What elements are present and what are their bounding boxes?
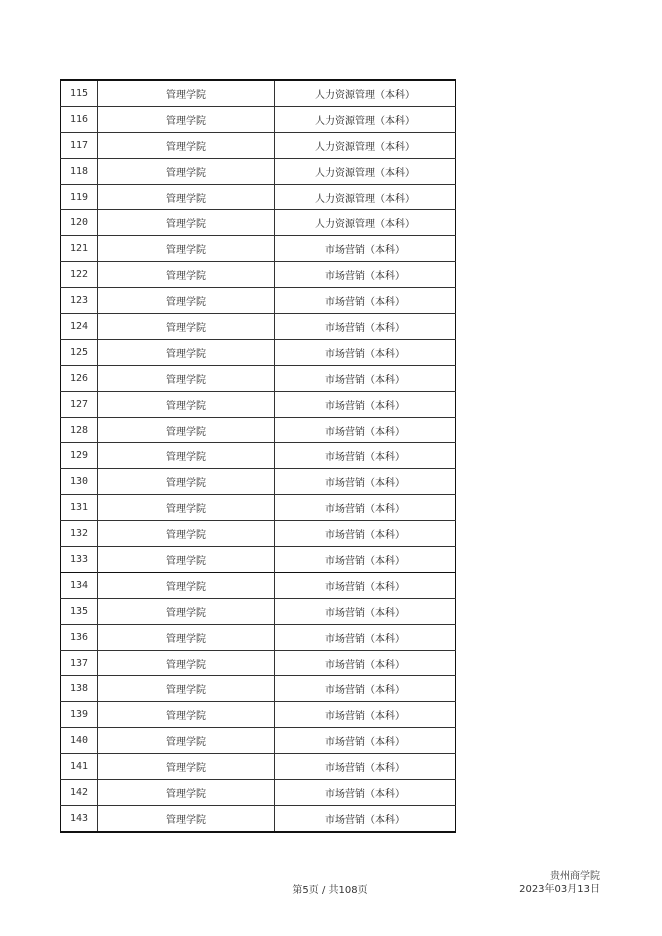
row-number: 132: [61, 521, 98, 547]
row-number: 116: [61, 106, 98, 132]
department-cell: 管理学院: [98, 805, 275, 831]
page-number: 第5页 / 共108页: [292, 885, 368, 896]
department-cell: 管理学院: [98, 158, 275, 184]
row-number: 117: [61, 132, 98, 158]
department-cell: 管理学院: [98, 469, 275, 495]
major-cell: 人力资源管理（本科）: [275, 184, 456, 210]
row-number: 141: [61, 754, 98, 780]
row-number: 120: [61, 210, 98, 236]
org-name: 贵州商学院: [550, 871, 600, 882]
row-number: 123: [61, 288, 98, 314]
major-cell: 市场营销（本科）: [275, 572, 456, 598]
department-cell: 管理学院: [98, 780, 275, 806]
department-cell: 管理学院: [98, 262, 275, 288]
major-cell: 人力资源管理（本科）: [275, 158, 456, 184]
major-cell: 市场营销（本科）: [275, 702, 456, 728]
major-cell: 市场营销（本科）: [275, 262, 456, 288]
row-number: 140: [61, 728, 98, 754]
major-cell: 市场营销（本科）: [275, 598, 456, 624]
major-cell: 市场营销（本科）: [275, 780, 456, 806]
table-row: [61, 288, 456, 314]
print-date: 2023年03月13日: [519, 884, 600, 895]
table-row: [61, 262, 456, 288]
table-row: [61, 236, 456, 262]
major-cell: 市场营销（本科）: [275, 443, 456, 469]
row-number: 115: [61, 80, 98, 106]
major-cell: 市场营销（本科）: [275, 805, 456, 831]
major-cell: 市场营销（本科）: [275, 469, 456, 495]
row-number: 118: [61, 158, 98, 184]
major-cell: 市场营销（本科）: [275, 547, 456, 573]
row-number: 126: [61, 365, 98, 391]
row-number: 124: [61, 314, 98, 340]
table-row: [61, 624, 456, 650]
table-row: [61, 443, 456, 469]
row-number: 136: [61, 624, 98, 650]
major-cell: 市场营销（本科）: [275, 521, 456, 547]
table-row: [61, 754, 456, 780]
table-row: [61, 184, 456, 210]
department-cell: 管理学院: [98, 598, 275, 624]
major-cell: 市场营销（本科）: [275, 339, 456, 365]
table-row: [61, 210, 456, 236]
row-number: 127: [61, 391, 98, 417]
major-cell: 市场营销（本科）: [275, 754, 456, 780]
department-cell: 管理学院: [98, 80, 275, 106]
table-row: [61, 676, 456, 702]
table-row: [61, 158, 456, 184]
department-cell: 管理学院: [98, 443, 275, 469]
table-row: [61, 80, 456, 106]
row-number: 134: [61, 572, 98, 598]
row-number: 129: [61, 443, 98, 469]
table-row: [61, 495, 456, 521]
department-cell: 管理学院: [98, 132, 275, 158]
department-cell: 管理学院: [98, 702, 275, 728]
table-row: [61, 391, 456, 417]
major-cell: 人力资源管理（本科）: [275, 106, 456, 132]
row-number: 130: [61, 469, 98, 495]
table-row: [61, 314, 456, 340]
department-cell: 管理学院: [98, 728, 275, 754]
row-number: 121: [61, 236, 98, 262]
row-number: 139: [61, 702, 98, 728]
row-number: 119: [61, 184, 98, 210]
major-cell: 人力资源管理（本科）: [275, 132, 456, 158]
department-cell: 管理学院: [98, 495, 275, 521]
department-cell: 管理学院: [98, 339, 275, 365]
table-row: [61, 339, 456, 365]
table-row: [61, 547, 456, 573]
major-cell: 人力资源管理（本科）: [275, 210, 456, 236]
department-cell: 管理学院: [98, 391, 275, 417]
row-number: 128: [61, 417, 98, 443]
major-cell: 市场营销（本科）: [275, 417, 456, 443]
major-cell: 市场营销（本科）: [275, 728, 456, 754]
table-row: [61, 650, 456, 676]
table-row: [61, 132, 456, 158]
department-cell: 管理学院: [98, 106, 275, 132]
table-row: [61, 521, 456, 547]
department-cell: 管理学院: [98, 365, 275, 391]
table-body: [61, 80, 456, 832]
department-cell: 管理学院: [98, 650, 275, 676]
department-cell: 管理学院: [98, 314, 275, 340]
table-row: [61, 417, 456, 443]
table-row: [61, 469, 456, 495]
major-cell: 市场营销（本科）: [275, 314, 456, 340]
department-cell: 管理学院: [98, 572, 275, 598]
table-row: [61, 702, 456, 728]
department-cell: 管理学院: [98, 547, 275, 573]
major-cell: 市场营销（本科）: [275, 676, 456, 702]
department-cell: 管理学院: [98, 288, 275, 314]
row-number: 125: [61, 339, 98, 365]
department-cell: 管理学院: [98, 754, 275, 780]
row-number: 137: [61, 650, 98, 676]
major-cell: 市场营销（本科）: [275, 288, 456, 314]
row-number: 138: [61, 676, 98, 702]
major-cell: 市场营销（本科）: [275, 365, 456, 391]
row-number: 135: [61, 598, 98, 624]
footer-org-block: [519, 870, 600, 896]
department-cell: 管理学院: [98, 184, 275, 210]
table-row: [61, 728, 456, 754]
major-cell: 市场营销（本科）: [275, 391, 456, 417]
table-row: [61, 780, 456, 806]
row-number: 131: [61, 495, 98, 521]
department-cell: 管理学院: [98, 624, 275, 650]
row-number: 143: [61, 805, 98, 831]
major-cell: 市场营销（本科）: [275, 495, 456, 521]
data-table: [60, 79, 456, 833]
major-cell: 人力资源管理（本科）: [315, 89, 415, 101]
major-cell: 市场营销（本科）: [275, 624, 456, 650]
table-row: [61, 106, 456, 132]
department-cell: 管理学院: [98, 236, 275, 262]
table-row: [61, 598, 456, 624]
major-cell: 市场营销（本科）: [275, 236, 456, 262]
table-row: [61, 365, 456, 391]
row-number: 142: [61, 780, 98, 806]
major-cell: 市场营销（本科）: [275, 650, 456, 676]
department-cell: 管理学院: [98, 676, 275, 702]
row-number: 133: [61, 547, 98, 573]
department-cell: 管理学院: [98, 521, 275, 547]
table-row: [61, 572, 456, 598]
table-row: [61, 805, 456, 831]
row-number: 122: [61, 262, 98, 288]
department-cell: 管理学院: [98, 417, 275, 443]
department-cell: 管理学院: [98, 210, 275, 236]
